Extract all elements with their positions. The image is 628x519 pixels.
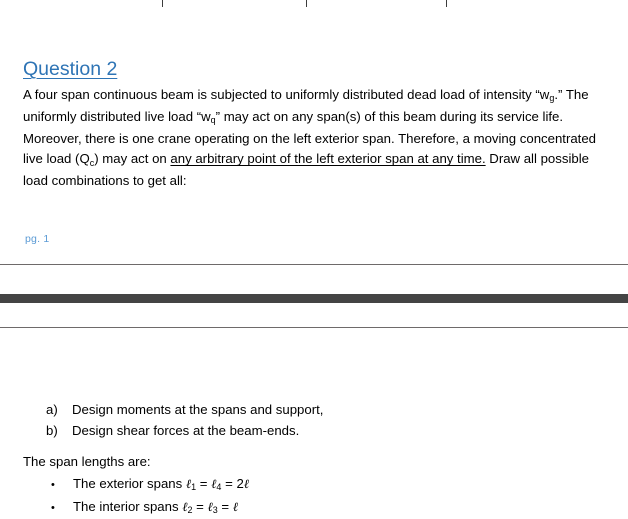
subscript-c: c [89,157,95,168]
list-item-label: Design moments at the spans and support, [72,402,324,417]
bullet-icon: • [51,479,55,491]
equals-sign: = [217,499,233,514]
equals-sign: = [196,476,212,491]
ell-symbol: ℓ [243,476,250,491]
ell-subscript: 4 [216,482,222,493]
page-number-label: pg. 1 [25,233,50,245]
design-requirements-list [23,400,583,442]
body-text-part-1: A four span continuous beam is subjected to uniformly distributed dead load of intensity “w [23,87,550,102]
subscript-g: g [549,93,555,104]
list-item-label [73,496,238,519]
ell-symbol: ℓ [207,499,213,514]
list-item-label [73,473,249,496]
list-item [23,421,583,442]
body-text-part-5: Draw all possible load combinations to get all: [23,151,589,189]
ell-symbol: ℓ [232,499,239,514]
separator-gap-lower [0,303,628,327]
body-text-underlined: any arbitrary point of the left exterior span at any time. [170,151,486,167]
page-title: Question 2 [23,58,118,80]
body-text-part-3: ” may act on any span(s) of this beam during its service life. Moreover, there is one crane operating on the left exterior span. Therefore, a moving concentrated live load (Q [23,108,597,167]
beam-support-tick [162,0,163,7]
body-text-part-4: ) may act on [94,151,171,167]
list-item [23,400,583,421]
list-item-label: Design shear forces at the beam-ends. [72,422,300,438]
beam-support-tick [446,0,447,7]
list-marker: b) [46,422,58,438]
document-page-2 [0,328,628,514]
span-lead-text: The interior spans [73,499,183,514]
span-lengths-intro: The span lengths are: [23,454,151,469]
cutoff-beam-diagram [0,0,628,10]
separator-gap-upper [0,265,628,294]
separator-bar [0,294,628,303]
list-marker: a) [46,402,58,417]
ell-subscript: 2 [187,505,193,516]
list-item [23,473,583,496]
span-lengths-list [23,473,583,519]
equals-sign: = [192,499,208,514]
ell-symbol: ℓ [185,476,192,491]
equals-sign: = 2 [221,476,244,491]
list-item [23,496,583,519]
beam-support-tick [306,0,307,7]
body-text-part-2: .” The uniformly distributed live load “w [23,87,589,124]
ell-subscript: 1 [191,482,197,493]
ell-symbol: ℓ [182,499,188,514]
bullet-icon: • [51,502,55,514]
question-body-paragraph [23,85,613,192]
subscript-q: q [210,115,216,126]
ell-symbol: ℓ [211,476,217,491]
ell-subscript: 3 [212,505,218,516]
span-lead-text: The exterior spans [73,476,186,491]
